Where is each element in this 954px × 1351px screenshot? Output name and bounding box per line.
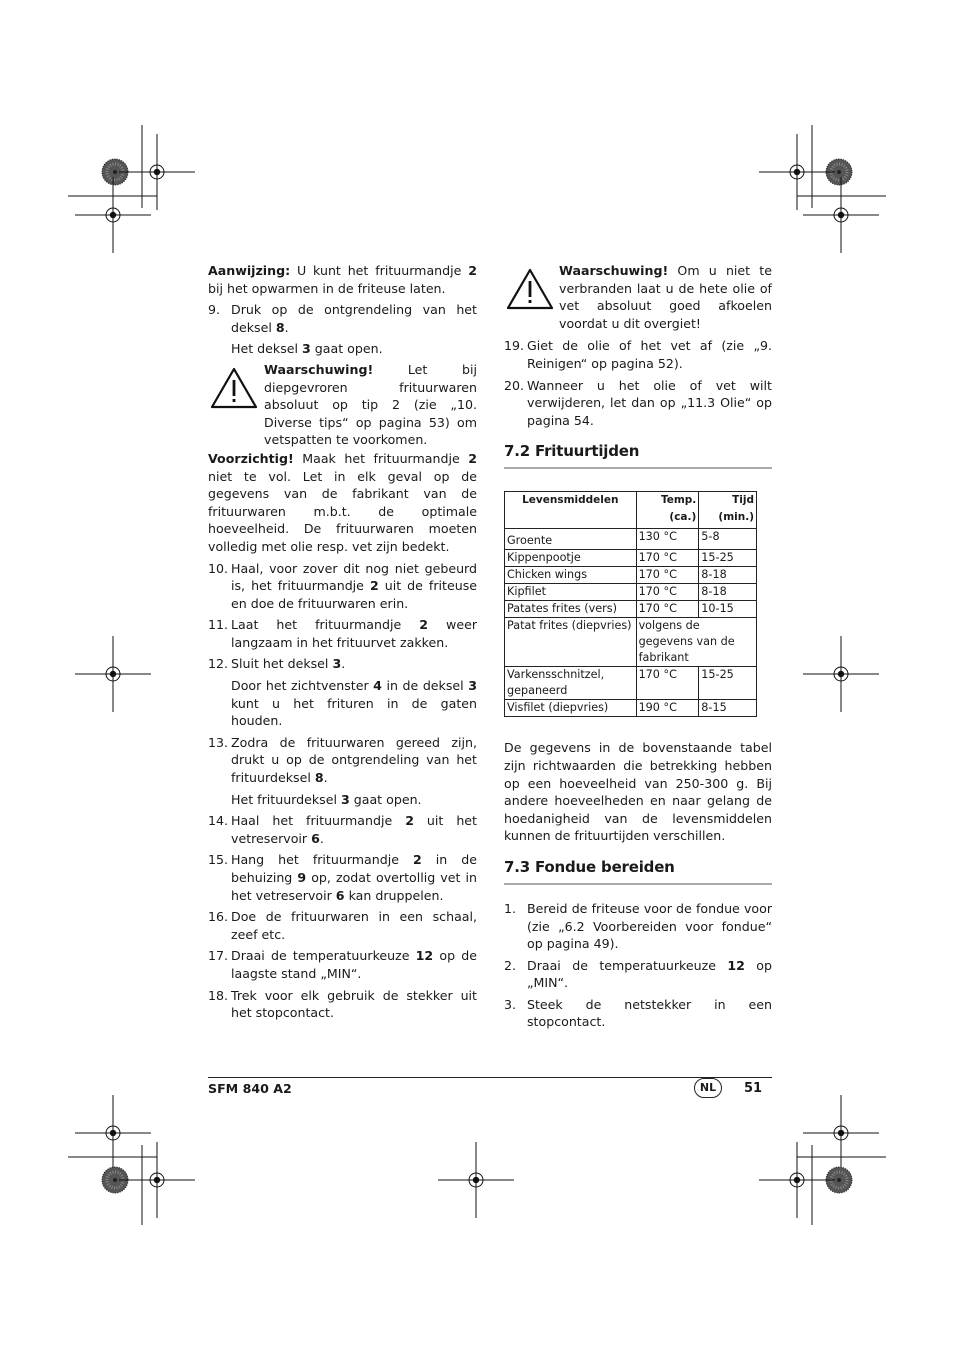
table-cell: 190 °C bbox=[636, 700, 699, 717]
table-header: Tijd (min.) bbox=[699, 492, 757, 529]
step-15: 15. Hang het frituurmandje 2 in de behuizing 9 op, zodat overtollig vet in het vetreservoir 6 kan druppelen. bbox=[208, 852, 477, 903]
table-cell: Groente bbox=[505, 529, 637, 550]
table-cell: 10-15 bbox=[699, 601, 757, 618]
table-cell: 170 °C bbox=[636, 567, 699, 584]
table-cell: Chicken wings bbox=[505, 567, 637, 584]
table-cell: volgens de gegevens van de fabrikant bbox=[636, 618, 756, 667]
table-cell: 130 °C bbox=[636, 529, 699, 550]
section-heading-7-3: 7.3 Fondue bereiden bbox=[504, 857, 772, 885]
table-cell: 5-8 bbox=[699, 529, 757, 550]
table-row bbox=[505, 584, 757, 601]
fondue-step-1: 1. Bereid de friteuse voor de fondue voor (zie „6.2 Voorbereiden voor fondue“ op pagina 49). bbox=[504, 900, 772, 952]
step-14: 14. Haal het frituurmandje 2 uit het vetreservoir 6. bbox=[208, 813, 477, 846]
note-label: Aanwijzing: bbox=[208, 263, 291, 278]
table-cell: 15-25 bbox=[699, 667, 757, 700]
right-column bbox=[504, 262, 772, 1031]
table-row bbox=[505, 700, 757, 717]
warning-triangle-icon bbox=[210, 367, 258, 409]
table-cell: 8-18 bbox=[699, 584, 757, 601]
page-number: 51 bbox=[744, 1081, 763, 1096]
table-cell: Patat frites (diepvries) bbox=[505, 618, 637, 667]
language-badge: NL bbox=[694, 1078, 722, 1098]
table-row bbox=[505, 550, 757, 567]
crosshair-icon bbox=[438, 1142, 514, 1218]
section-heading-7-2: 7.2 Frituurtijden bbox=[504, 441, 772, 469]
table-row bbox=[505, 567, 757, 584]
crosshair-icon bbox=[759, 1142, 835, 1218]
table-cell: 15-25 bbox=[699, 550, 757, 567]
step-9-note: Het deksel 3 gaat open. bbox=[231, 341, 383, 357]
table-row bbox=[505, 601, 757, 618]
crosshair-icon bbox=[119, 1142, 195, 1218]
table-header-row bbox=[505, 492, 757, 529]
table-header: Levensmiddelen bbox=[505, 492, 637, 529]
left-column bbox=[208, 262, 477, 1022]
crosshair-icon bbox=[75, 1095, 151, 1171]
crosshair-icon bbox=[75, 636, 151, 712]
table-row bbox=[505, 618, 757, 667]
table-cell: Varkensschnitzel, gepaneerd bbox=[505, 667, 637, 700]
footer-rule bbox=[208, 1077, 772, 1078]
table-row bbox=[505, 667, 757, 700]
crosshair-icon bbox=[803, 1095, 879, 1171]
table-cell: Visfilet (diepvries) bbox=[505, 700, 637, 717]
crosshair-icon bbox=[803, 177, 879, 253]
warning-triangle-icon bbox=[506, 268, 554, 310]
step-13: 13. Zodra de frituurwaren gereed zijn, drukt u op de ontgrendeling van het frituurdeksel 8. bbox=[208, 734, 477, 786]
table-cell: 8-15 bbox=[699, 700, 757, 717]
table-cell: 8-18 bbox=[699, 567, 757, 584]
warning-label: Waarschuwing! bbox=[559, 263, 669, 278]
table-row bbox=[505, 529, 757, 550]
step-20: 20. Wanneer u het olie of vet wilt verwijderen, let dan op „11.3 Olie“ op pagina 54. bbox=[504, 377, 772, 428]
table-cell: 170 °C bbox=[636, 584, 699, 601]
step-12: 12. Sluit het deksel 3. bbox=[208, 656, 346, 672]
crosshair-icon bbox=[75, 177, 151, 253]
step-19: 19. Giet de olie of het vet af (zie „9. Reinigen“ op pagina 52). bbox=[504, 338, 772, 371]
step-16: 16. Doe de frituurwaren in een schaal, zeef etc. bbox=[208, 909, 477, 942]
table-cell: Kippenpootje bbox=[505, 550, 637, 567]
caution-paragraph: Voorzichtig! Maak het frituurmandje 2 niet te vol. Let in elk geval op de gegevens van de fabrikant van de frituurwaren m.b.t. de optimale hoeveelheid. De frituurwaren moeten volledig met olie resp. vet zijn bedekt. bbox=[208, 450, 477, 554]
crosshair-icon bbox=[119, 134, 195, 210]
frying-times-table bbox=[504, 491, 757, 717]
table-cell: 170 °C bbox=[636, 601, 699, 618]
step-13-note: Het frituurdeksel 3 gaat open. bbox=[231, 791, 422, 807]
table-cell: Patates frites (vers) bbox=[505, 601, 637, 618]
warning-label: Waarschuwing! bbox=[264, 361, 374, 377]
step-10: 10. Haal, voor zover dit nog niet gebeurd is, het frituurmandje 2 uit de friteuse en doe de frituurwaren erin. bbox=[208, 560, 478, 611]
caution-label: Voorzichtig! bbox=[208, 450, 294, 466]
step-11: 11. Laat het frituurmandje 2 weer langzaam in het frituurvet zakken. bbox=[208, 617, 477, 650]
table-cell: Kipfilet bbox=[505, 584, 637, 601]
footer-model: SFM 840 A2 bbox=[208, 1081, 292, 1096]
warning-hot-oil: Waarschuwing! Om u niet te verbranden laat u de hete olie of vet absoluut goed afkoelen voordat u dit overgiet! bbox=[504, 262, 772, 332]
step-12-note: Door het zichtvenster 4 in de deksel 3 kunt u het frituren in de gaten houden. bbox=[231, 678, 477, 729]
fondue-step-3: 3. Steek de netstekker in een stopcontact. bbox=[504, 996, 772, 1030]
crosshair-icon bbox=[803, 636, 879, 712]
note-paragraph: Aanwijzing: U kunt het frituurmandje 2 bij het opwarmen in de friteuse laten. bbox=[208, 263, 477, 296]
table-header: Temp. (ca.) bbox=[636, 492, 699, 529]
table-cell: 170 °C bbox=[636, 667, 699, 700]
table-cell: 170 °C bbox=[636, 550, 699, 567]
step-17: 17. Draai de temperatuurkeuze 12 op de laagste stand „MIN“. bbox=[208, 948, 477, 981]
fondue-step-2: 2. Draai de temperatuurkeuze 12 op „MIN“. bbox=[504, 957, 772, 991]
warning-frozen: Waarschuwing! Let bij diepgevroren frituurwaren absoluut op tip 2 (zie „10. Diverse tips“ op pagina 53) om vetspatten te voorkomen. bbox=[208, 361, 477, 449]
step-18: 18. Trek voor elk gebruik de stekker uit het stopcontact. bbox=[208, 987, 477, 1021]
step-9: 9. Druk op de ontgrendeling van het deksel 8. bbox=[208, 302, 477, 335]
crosshair-icon bbox=[759, 134, 835, 210]
table-note: De gegevens in de bovenstaande tabel zijn richtwaarden die betrekking hebben op een hoeveelheid van 250-300 g. Bij andere hoeveelheden en naar gelang de hoedanigheid van de levensmiddelen kunnen de frituurtijden verschillen. bbox=[504, 740, 772, 844]
